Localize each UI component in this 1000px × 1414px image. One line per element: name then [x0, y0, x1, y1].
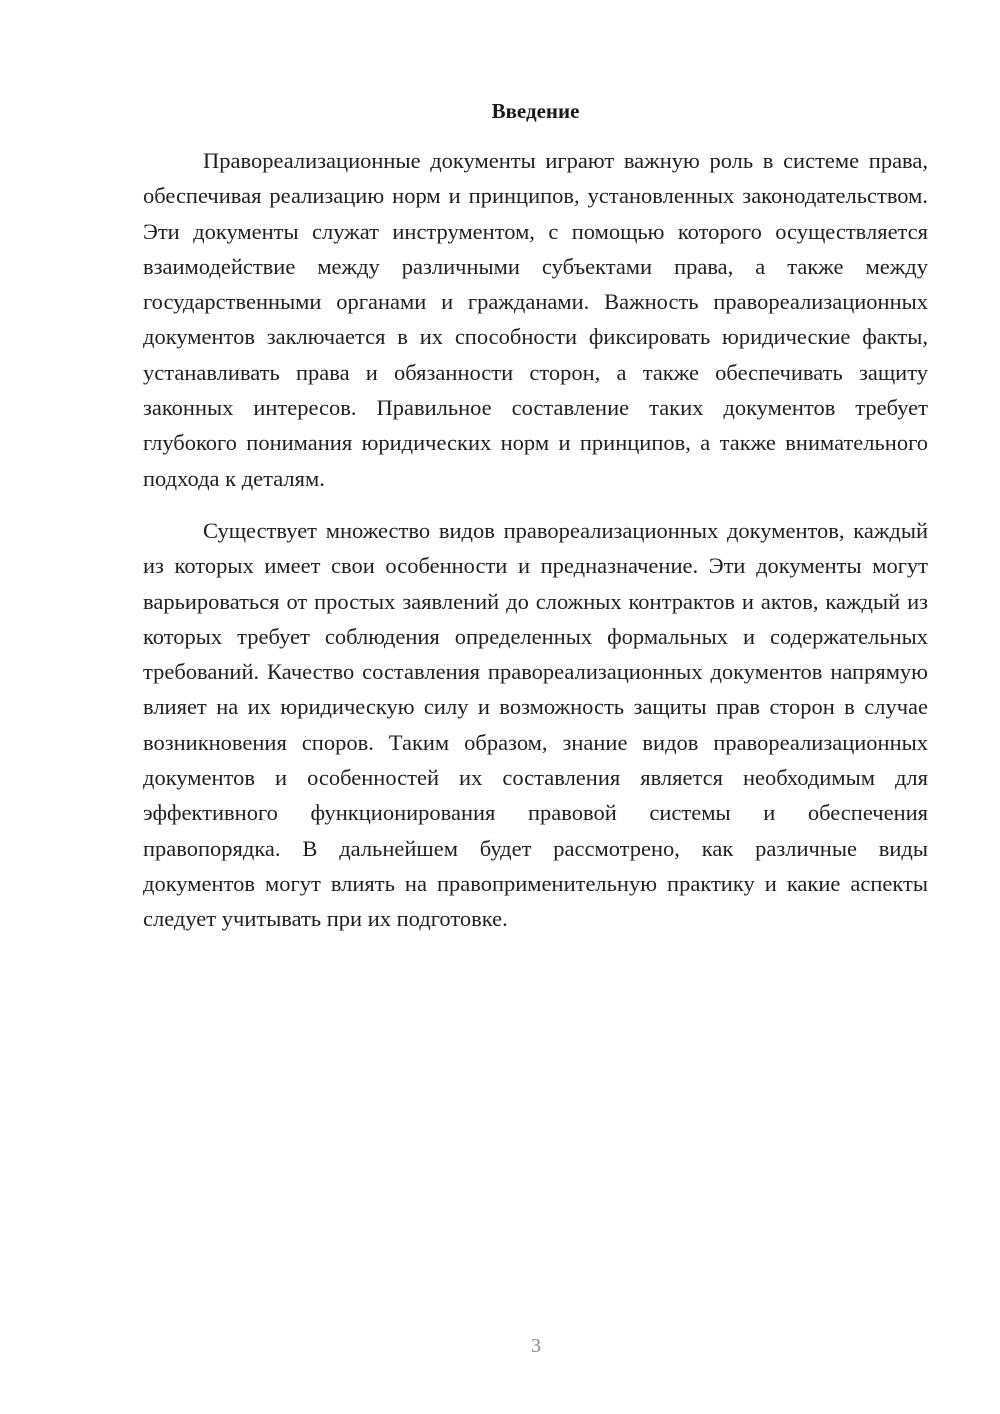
paragraph-1: Правореализационные документы играют важную роль в системе права, обеспечивая реализацию норм и принципов, установленных законодательством. Эти документы служат инструментом, с помощью которого осуществляется взаимодействие между различными субъектами права, а также между государственными органами и гражданами. Важность правореализационных документов заключается в их способности фиксировать юридические факты, устанавливать права и обязанности сторон, а также обеспечивать защиту законных интересов. Правильное составление таких документов требует глубокого понимания юридических норм и принципов, а также внимательного подхода к деталям.	[143, 148, 928, 491]
page-number: 3	[531, 1335, 541, 1357]
paragraph-2: Существует множество видов правореализационных документов, каждый из которых имеет свои особенности и предназначение. Эти документы могут варьироваться от простых заявлений до сложных контрактов и актов, каждый из которых требует соблюдения определенных формальных и содержательных требований. Качество составления правореализационных документов напрямую влияет на их юридическую силу и возможность защиты прав сторон в случае возникновения споров. Таким образом, знание видов правореализационных документов и особенностей их составления является необходимым для эффективного функционирования правовой системы и обеспечения правопорядка. В дальнейшем будет рассмотрено, как различные виды документов могут влиять на правоприменительную практику и какие аспекты следует учитывать при их подготовке.	[143, 517, 928, 932]
section-heading: Введение	[491, 99, 580, 123]
body-text	[143, 143, 928, 937]
